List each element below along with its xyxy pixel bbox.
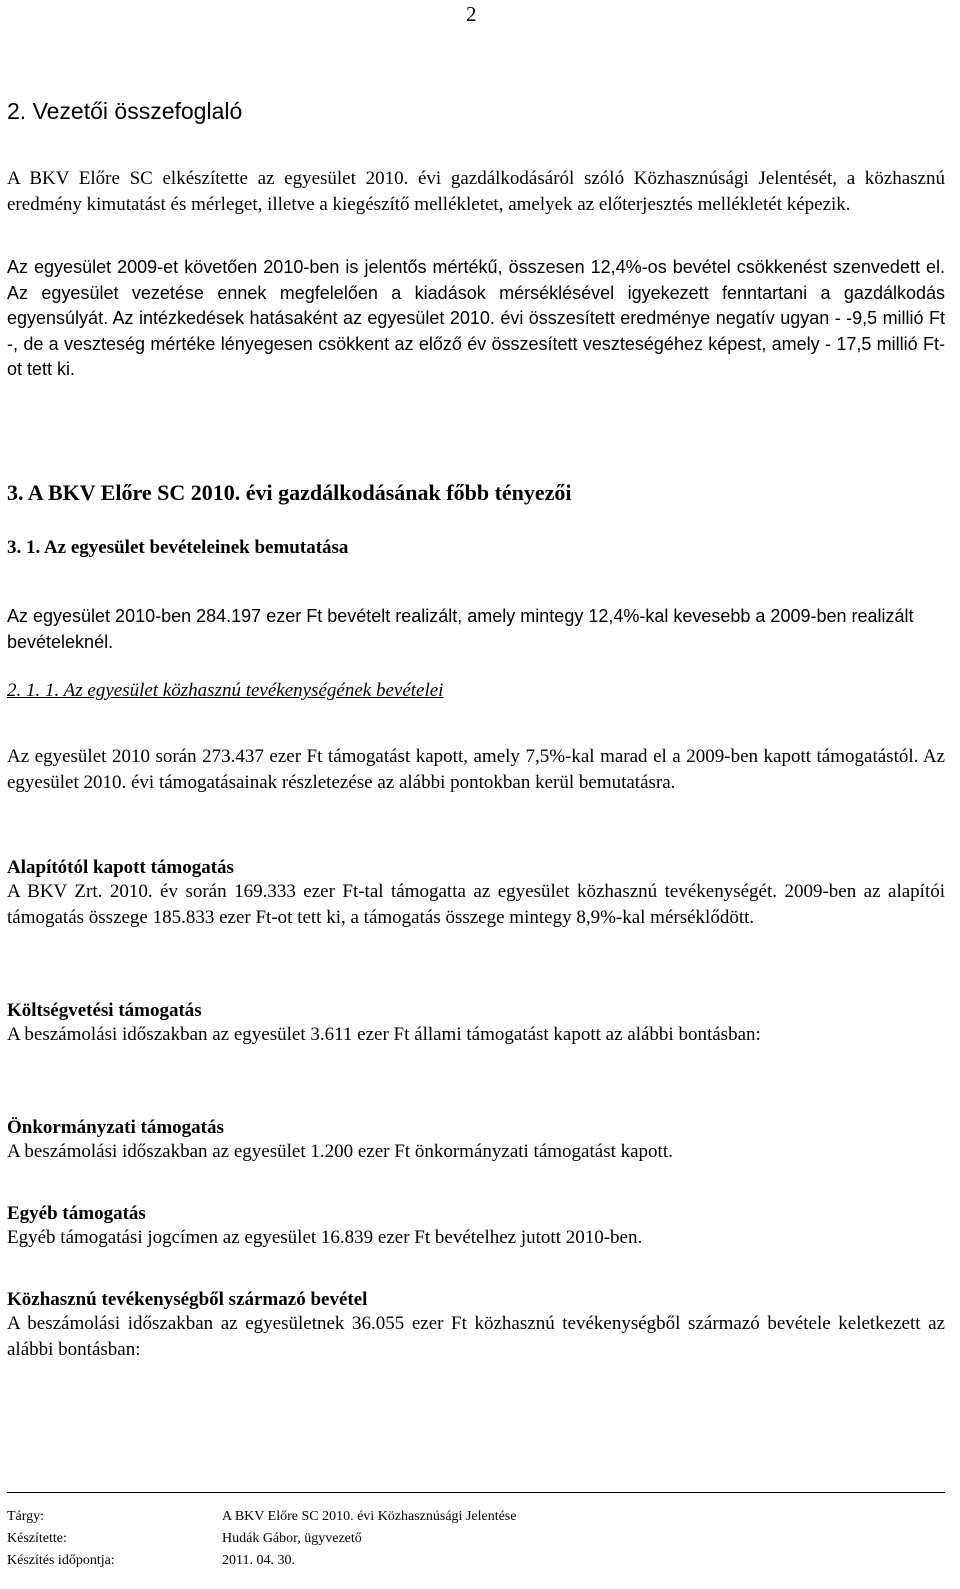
footer-subject-label: Tárgy: xyxy=(7,1509,45,1524)
footer-author-value: Hudák Gábor, ügyvezető xyxy=(222,1531,362,1546)
section-2-1-1-heading: 2. 1. 1. Az egyesület közhasznú tevékenységének bevételei xyxy=(7,680,444,701)
section-3-1-text: Az egyesület 2010-ben 284.197 ezer Ft bevételt realizált, amely mintegy 12,4%-kal kevesebb a 2009-ben realizált bevételeknél. xyxy=(7,606,914,652)
support-budget xyxy=(7,1000,945,1048)
page-number: 2 xyxy=(466,2,477,26)
support-budget-title: Költségvetési támogatás xyxy=(7,1000,202,1021)
footer-author-label: Készítette: xyxy=(7,1531,67,1546)
support-municipal-text: A beszámolási időszakban az egyesület 1.200 ezer Ft önkormányzati támogatást kapott. xyxy=(7,1141,673,1162)
support-public-benefit-title: Közhasznú tevékenységből származó bevétel xyxy=(7,1289,368,1310)
footer-divider xyxy=(7,1492,945,1493)
footer-date-row xyxy=(7,1550,516,1572)
section-2-1-1-text: Az egyesület 2010 során 273.437 ezer Ft támogatást kapott, amely 7,5%-kal marad el a 2009-ben kapott támogatástól. Az egyesület 2010. évi támogatásainak részletezése az alábbi pontokban kerül bemutatásra. xyxy=(7,746,945,793)
footer xyxy=(7,1506,516,1572)
footer-author-row xyxy=(7,1528,516,1550)
support-public-benefit-text: A beszámolási időszakban az egyesületnek 36.055 ezer Ft közhasznú tevékenységből származó bevétele keletkezett az alábbi bontásban: xyxy=(7,1313,945,1360)
support-public-benefit xyxy=(7,1289,945,1363)
section-2-paragraph-1: A BKV Előre SC elkészítette az egyesület 2010. évi gazdálkodásáról szóló Közhasznúsági Jelentését, a közhasznú eredmény kimutatást és mérleget, illetve a kiegészítő mellékletet, amelyek az előterjesztés mellékletét képezik. xyxy=(7,168,945,215)
section-2-paragraph-2: Az egyesület 2009-et követően 2010-ben is jelentős mértékű, összesen 12,4%-os bevétel csökkenést szenvedett el. Az egyesület vezetése ennek megfelelően a kiadások mérséklésével igyekezett fenntartani a gazdálkodás egyensúlyát. Az intézkedések hatásaként az egyesület 2010. évi összesített eredménye negatív ugyan - -9,5 millió Ft -, de a veszteség mértéke lényegesen csökkent az előző év összesített veszteségéhez képest, amely - 17,5 millió Ft-ot tett ki. xyxy=(7,257,945,379)
support-other-title: Egyéb támogatás xyxy=(7,1203,146,1224)
support-municipal xyxy=(7,1117,945,1165)
support-founder xyxy=(7,857,945,931)
footer-date-label: Készítés időpontja: xyxy=(7,1553,115,1568)
support-budget-text: A beszámolási időszakban az egyesület 3.611 ezer Ft állami támogatást kapott az alábbi bontásban: xyxy=(7,1024,761,1045)
support-other-text: Egyéb támogatási jogcímen az egyesület 16.839 ezer Ft bevételhez jutott 2010-ben. xyxy=(7,1227,643,1248)
footer-date-value: 2011. 04. 30. xyxy=(222,1553,295,1568)
footer-subject-row xyxy=(7,1506,516,1528)
support-founder-title: Alapítótól kapott támogatás xyxy=(7,857,234,878)
section-2-heading: 2. Vezetői összefoglaló xyxy=(7,98,243,124)
support-founder-text: A BKV Zrt. 2010. év során 169.333 ezer Ft-tal támogatta az egyesület közhasznú tevékenységét. 2009-ben az alapítói támogatás összege 185.833 ezer Ft-ot tett ki, a támogatás összege mintegy 8,9%-kal mérséklődött. xyxy=(7,881,945,928)
footer-subject-value: A BKV Előre SC 2010. évi Közhasznúsági Jelentése xyxy=(222,1509,517,1524)
section-3-1-heading: 3. 1. Az egyesület bevételeinek bemutatása xyxy=(7,537,349,558)
support-other xyxy=(7,1203,945,1251)
support-municipal-title: Önkormányzati támogatás xyxy=(7,1117,224,1138)
section-3-heading: 3. A BKV Előre SC 2010. évi gazdálkodásának főbb tényezői xyxy=(7,480,572,505)
